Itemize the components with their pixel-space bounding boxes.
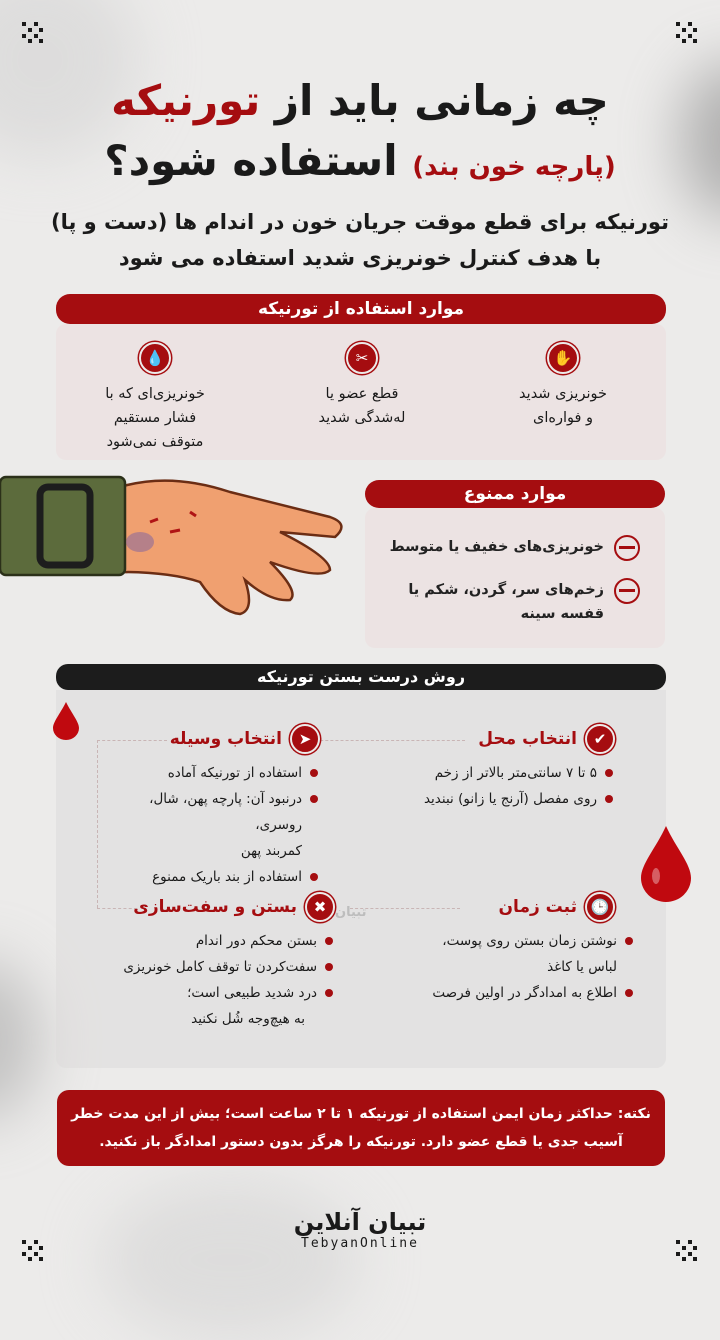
brand-logo: [0, 1208, 720, 1251]
uses-header: موارد استفاده از تورنیکه: [56, 294, 666, 324]
paper-plane-icon: ➤: [290, 724, 320, 754]
step-bullet-continued: به هیچ‌وجه شُل نکنید: [191, 1011, 305, 1027]
step-bullet-continued: کمربند پهن: [240, 843, 302, 859]
step-record-time: [385, 892, 635, 1006]
use-text: و فواره‌ای: [532, 410, 594, 426]
forbidden-text: زخم‌های سر، گردن، شکم یا: [408, 582, 604, 598]
note-box: [57, 1090, 665, 1166]
step-bullet: درد شدید طبیعی است؛: [115, 980, 335, 1006]
step-title: انتخاب وسیله: [169, 729, 282, 749]
page-title-line2: [0, 132, 720, 196]
forbidden-header: موارد ممنوع: [365, 480, 665, 508]
step-bullet: استفاده از بند باریک ممنوع: [105, 864, 320, 890]
step-bullet-continued: لباس یا کاغذ: [547, 959, 617, 975]
step-bullet: بستن محکم دور اندام: [115, 928, 335, 954]
clock-icon: 🕒: [585, 892, 615, 922]
forbidden-item: [380, 578, 640, 626]
use-text: خونریزی‌ای که با: [105, 386, 205, 402]
page-title: [0, 72, 720, 130]
subtitle-line1: تورنیکه برای قطع موقت جریان خون در اندام ها (دست و پا): [51, 210, 669, 234]
hand-icon: ✋: [547, 342, 579, 374]
step-choose-tool: [105, 724, 365, 890]
logo-en: TebyanOnline: [301, 1236, 419, 1251]
step-title: انتخاب محل: [478, 729, 577, 749]
logo-fa: تبیان آنلاین: [293, 1208, 427, 1236]
amputation-icon: ✂: [346, 342, 378, 374]
no-entry-icon: [614, 578, 640, 604]
blood-drop-icon: [52, 702, 80, 740]
forbidden-text: خونریزی‌های خفیف یا متوسط: [389, 539, 604, 555]
use-text: متوقف نمی‌شود: [106, 434, 204, 450]
forbidden-text: قفسه سینه: [520, 606, 604, 622]
step-tighten: [115, 892, 365, 1032]
no-entry-icon: [614, 535, 640, 561]
use-text: خونریزی شدید: [519, 386, 607, 402]
note-text: آسیب جدی یا قطع عضو دارد. تورنیکه را هرگز بدون دستور امدادگر باز نکنید.: [99, 1134, 623, 1150]
title-part: استفاده شود؟: [104, 136, 398, 185]
step-title: ثبت زمان: [498, 897, 577, 917]
use-item: [70, 342, 240, 454]
step-bullet: درنبود آن: پارچه پهن، شال، روسری،: [105, 786, 320, 838]
watermark: تبیان: [335, 905, 367, 920]
corner-decoration: [676, 22, 698, 44]
step-title: بستن و سفت‌سازی: [133, 897, 297, 917]
step-bullet: سفت‌کردن تا توقف کامل خونریزی: [115, 954, 335, 980]
corner-decoration: [22, 22, 44, 44]
bandage-icon: ✖: [305, 892, 335, 922]
title-highlight: (پارچه خون بند): [412, 152, 616, 182]
check-icon: ✔: [585, 724, 615, 754]
step-choose-location: [385, 724, 615, 812]
use-text: فشار مستقیم: [113, 410, 197, 426]
subtitle-line2: با هدف کنترل خونریزی شدید استفاده می شود: [118, 246, 602, 270]
step-bullet: ۵ تا ۷ سانتی‌متر بالاتر از زخم: [385, 760, 615, 786]
step-bullet: نوشتن زمان بستن روی پوست،: [385, 928, 635, 954]
blood-drop-icon: 💧: [139, 342, 171, 374]
forbidden-item: [380, 535, 640, 561]
title-part: چه زمانی باید از: [274, 76, 609, 125]
hand-with-tourniquet-illustration: [0, 462, 350, 637]
step-bullet: اطلاع به امدادگر در اولین فرصت: [385, 980, 635, 1006]
use-item: [478, 342, 648, 430]
use-text: له‌شدگی شدید: [318, 410, 406, 426]
title-highlight: تورنیکه: [111, 76, 261, 125]
step-bullet: استفاده از تورنیکه آماده: [105, 760, 320, 786]
method-header: روش درست بستن تورنیکه: [56, 664, 666, 690]
use-item: [277, 342, 447, 430]
note-text: نکته: حداکثر زمان ایمن استفاده از تورنیکه ۱ تا ۲ ساعت است؛ بیش از این مدت خطر: [71, 1106, 651, 1122]
use-text: قطع عضو یا: [325, 386, 399, 402]
step-bullet: روی مفصل (آرنج یا زانو) نبندید: [385, 786, 615, 812]
connector-line: [97, 740, 98, 908]
blood-drop-icon: [640, 826, 692, 902]
